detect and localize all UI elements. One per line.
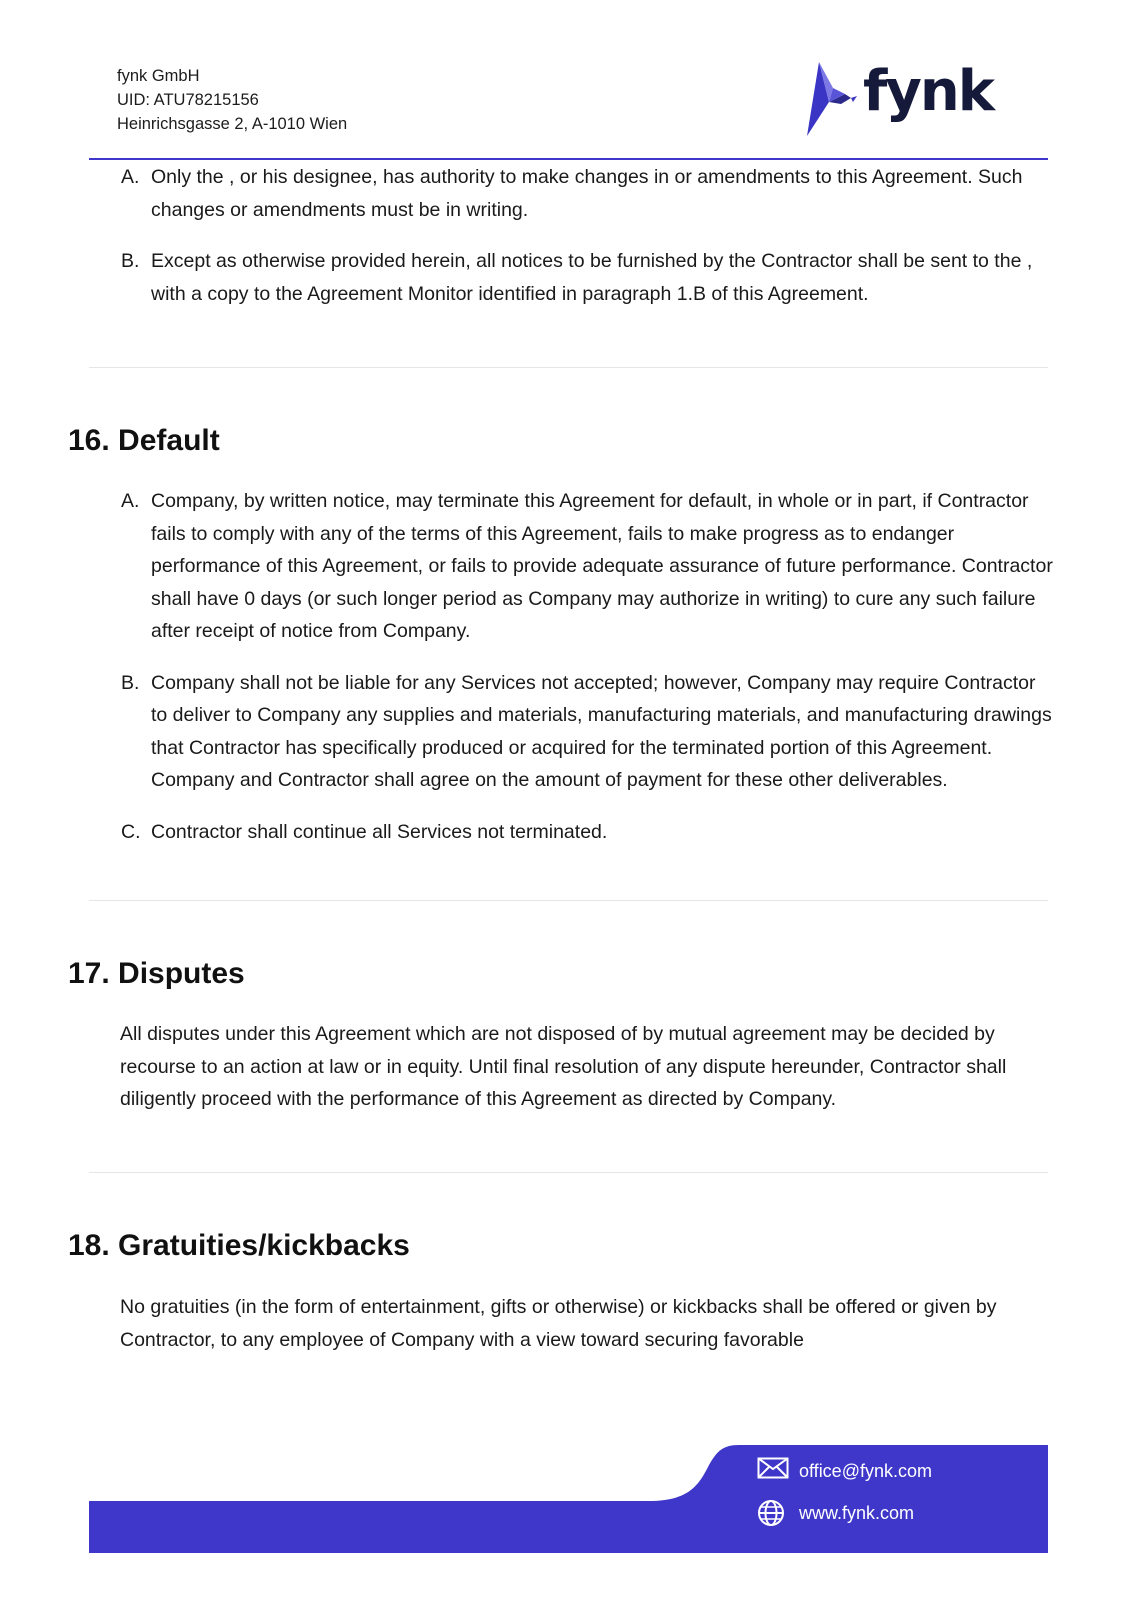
- section-16-title: 16. Default: [68, 424, 220, 457]
- section-divider: [89, 900, 1048, 901]
- list-item: [121, 816, 1056, 849]
- company-name: fynk GmbH: [117, 67, 200, 85]
- company-address: Heinrichsgasse 2, A-1010 Wien: [117, 115, 348, 133]
- header-divider: [89, 158, 1048, 160]
- list-marker: B.: [121, 250, 140, 272]
- list-item: [121, 161, 1056, 226]
- list-item: [121, 667, 1056, 797]
- footer-email[interactable]: [757, 1457, 932, 1485]
- fynk-logo: [805, 58, 1005, 142]
- globe-icon: [757, 1499, 791, 1527]
- section-divider: [89, 1172, 1048, 1173]
- list-text: Company, by written notice, may terminate this Agreement for default, in whole or in part, if Contractor fails to comply with any of the terms of this Agreement, fails to make progress as to endanger performance of this Agreement, or fails to provide adequate assurance of future performance. Contractor shall have 0 days (or such longer period as Company may authorize in writing) to cure any such failure after receipt of notice from Company.: [151, 490, 1053, 642]
- footer-banner: [89, 1445, 1048, 1553]
- list-marker: A.: [121, 490, 140, 512]
- section-18-text: No gratuities (in the form of entertainment, gifts or otherwise) or kickbacks shall be offered or given by Contractor, to any employee of Company with a view toward securing favorable: [120, 1296, 997, 1351]
- list-text: Except as otherwise provided herein, all notices to be furnished by the Contractor shall be sent to the , with a copy to the Agreement Monitor identified in paragraph 1.B of this Agreement.: [151, 250, 1033, 305]
- footer-website-text[interactable]: www.fynk.com: [799, 1502, 915, 1523]
- section-16-list: [121, 485, 1056, 867]
- bird-logo-icon: [805, 58, 865, 142]
- list-marker: B.: [121, 671, 140, 694]
- section-17-text: All disputes under this Agreement which are not disposed of by mutual agreement may be decided by recourse to an action at law or in equity. Until final resolution of any dispute hereunder, Contractor shall diligently proceed with the performance of this Agreement as directed by Company.: [120, 1023, 1007, 1110]
- company-info: [117, 64, 347, 136]
- company-uid: UID: ATU78215156: [117, 91, 259, 109]
- footer-website[interactable]: [757, 1499, 914, 1527]
- list-marker: C.: [121, 820, 141, 843]
- section-17-title: 17. Disputes: [68, 957, 245, 990]
- list-marker: A.: [121, 166, 140, 188]
- intro-list: [121, 161, 1056, 329]
- footer-email-text[interactable]: office@fynk.com: [799, 1460, 932, 1481]
- list-item: [121, 245, 1056, 310]
- list-item: [121, 485, 1056, 648]
- mail-icon: [757, 1457, 791, 1485]
- list-text: Company shall not be liable for any Services not accepted; however, Company may require Contractor to deliver to Company any supplies and materials, manufacturing materials, and manufacturing drawings that Contractor has specifically produced or acquired for the terminated portion of this Agreement. Company and Contractor shall agree on the amount of payment for these other deliverables.: [151, 671, 1052, 791]
- section-divider: [89, 367, 1048, 368]
- list-text: Only the , or his designee, has authority to make changes in or amendments to this Agreement. Such changes or amendments must be in writing.: [151, 166, 1023, 221]
- logo-wordmark: fynk: [863, 59, 993, 124]
- list-text: Contractor shall continue all Services not terminated.: [151, 820, 608, 843]
- section-18-title: 18. Gratuities/kickbacks: [68, 1229, 410, 1262]
